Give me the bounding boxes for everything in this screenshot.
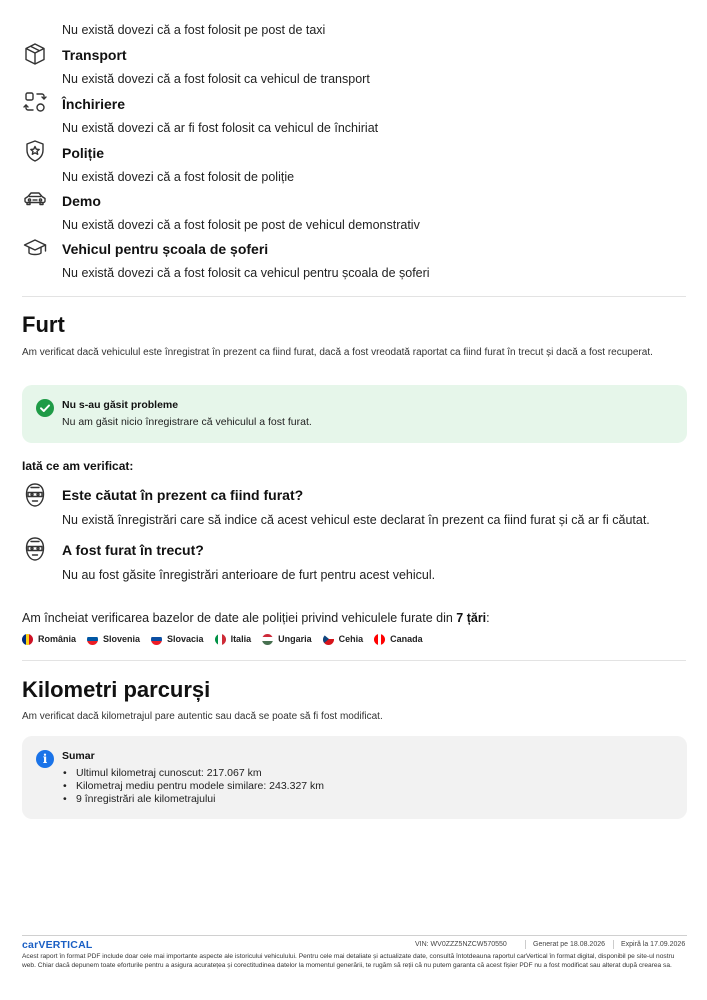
info-icon: i — [36, 750, 54, 768]
usage-title-police: Poliție — [62, 145, 105, 161]
countries-checked-text — [22, 611, 490, 625]
country-flag-item — [374, 632, 423, 646]
country-flag-item — [215, 632, 252, 646]
mileage-section-intro: Am verificat dacă kilometrajul pare autentic sau dacă se poate să fi fost modificat. — [22, 711, 383, 722]
theft-check-wanted-desc: Nu există înregistrări care să indice că acest vehicul este declarat în prezent ca fiind furat și că ar fi căutat. — [62, 513, 650, 527]
theft-check-wanted-title: Este căutat în prezent ca fiind furat? — [62, 487, 304, 503]
theft-result-box — [22, 385, 687, 443]
flag-icon — [374, 634, 385, 645]
flag-icon — [87, 634, 98, 645]
mileage-summary-title: Sumar — [62, 750, 95, 762]
usage-desc-transport: Nu există dovezi că a fost folosit ca vehicul de transport — [62, 72, 370, 86]
theft-check-past-desc: Nu au fost găsite înregistrări anterioare de furt pentru acest vehicul. — [62, 568, 436, 582]
flag-icon — [323, 634, 334, 645]
country-name: România — [38, 634, 77, 644]
thief-mask-icon — [23, 482, 47, 508]
countries-count: 7 țări — [456, 611, 487, 625]
usage-title-rental: Închiriere — [62, 96, 126, 112]
theft-section-title: Furt — [22, 312, 65, 337]
check-circle-icon — [36, 399, 54, 417]
countries-text-after: : — [486, 611, 490, 625]
footer-vin: VIN: WV0ZZZ5NZCW570550 — [415, 941, 507, 948]
usage-desc-police: Nu există dovezi că a fost folosit de poliție — [62, 170, 295, 184]
theft-result-text: Nu am găsit nicio înregistrare că vehiculul a fost furat. — [62, 416, 312, 428]
usage-title-demo: Demo — [62, 193, 101, 209]
usage-desc-driving-school: Nu există dovezi că a fost folosit ca vehicul pentru școala de șoferi — [62, 266, 430, 280]
theft-result-title: Nu s-au găsit probleme — [62, 399, 179, 411]
checked-heading: Iată ce am verificat: — [22, 459, 134, 473]
country-flag-item — [22, 632, 76, 646]
flag-icon — [151, 634, 162, 645]
mileage-section-title: Kilometri parcurși — [22, 677, 211, 702]
flag-icon — [215, 634, 226, 645]
countries-text-before: Am încheiat verificarea bazelor de date ale poliției privind vehiculele furate din — [22, 611, 457, 625]
footer-divider — [22, 935, 687, 936]
usage-desc-demo: Nu există dovezi că a fost folosit pe post de vehicul demonstrativ — [62, 218, 420, 232]
country-flag-item — [87, 632, 140, 646]
usage-desc-rental: Nu există dovezi că ar fi fost folosit ca vehicul de închiriat — [62, 121, 379, 135]
graduation-cap-icon — [23, 236, 47, 260]
usage-title-driving-school: Vehicul pentru școala de șoferi — [62, 241, 269, 257]
taxi-description: Nu există dovezi că a fost folosit pe post de taxi — [62, 23, 326, 37]
country-flag-item — [323, 632, 364, 646]
footer-separator — [525, 940, 526, 949]
theft-check-past-title: A fost furat în trecut? — [62, 542, 204, 558]
country-name: Ungaria — [278, 634, 312, 644]
country-name: Slovacia — [167, 634, 204, 644]
country-name: Canada — [390, 634, 423, 644]
thief-mask-icon — [23, 536, 47, 562]
section-divider — [22, 660, 686, 661]
theft-section-intro: Am verificat dacă vehiculul este înregistrat în prezent ca fiind furat, dacă a fost vreodată raportat ca fiind furat în trecut și dacă a fost recuperat. — [22, 347, 653, 358]
usage-title-transport: Transport — [62, 47, 127, 63]
flag-icon — [262, 634, 273, 645]
rental-icon — [23, 90, 47, 114]
footer-generated-date: Generat pe 18.08.2026 — [533, 941, 606, 948]
country-flag-item — [262, 632, 312, 646]
country-name: Slovenia — [103, 634, 141, 644]
footer-disclaimer: Acest raport în format PDF include doar cele mai importante aspecte ale istoricului vehiculului. Pentru cele mai detaliate și actualizate date, consultă întotdeauna raportul carVertical în format digital, disponibil pe site-ul nostru web. Chiar dacă depunem toate eforturile pentru a asigura acuratețea și corectitudinea datelor la momentul generării, te rugăm să reții că nu putem garanta că acest fișier PDF nu a fost modificat sau alterat după crearea sa. — [22, 953, 675, 969]
car-icon — [23, 187, 47, 211]
list-item: • Kilometraj mediu pentru modele similare: 243.327 km — [62, 780, 324, 793]
country-name: Cehia — [338, 634, 364, 644]
footer-separator — [613, 940, 614, 949]
flag-icon — [22, 634, 33, 645]
carvertical-logo: carVERTICAL — [22, 939, 93, 951]
police-badge-icon — [23, 139, 47, 163]
country-flags-list — [22, 632, 434, 646]
list-item: • 9 înregistrări ale kilometrajului — [62, 793, 324, 806]
box-icon — [23, 42, 47, 66]
country-name: Italia — [230, 634, 252, 644]
list-item: • Ultimul kilometraj cunoscut: 217.067 km — [62, 767, 324, 780]
mileage-summary-list — [62, 767, 324, 806]
country-flag-item — [151, 632, 204, 646]
section-divider — [22, 296, 686, 297]
mileage-summary-box — [22, 736, 687, 819]
footer-expiry-date: Expiră la 17.09.2026 — [621, 941, 686, 948]
